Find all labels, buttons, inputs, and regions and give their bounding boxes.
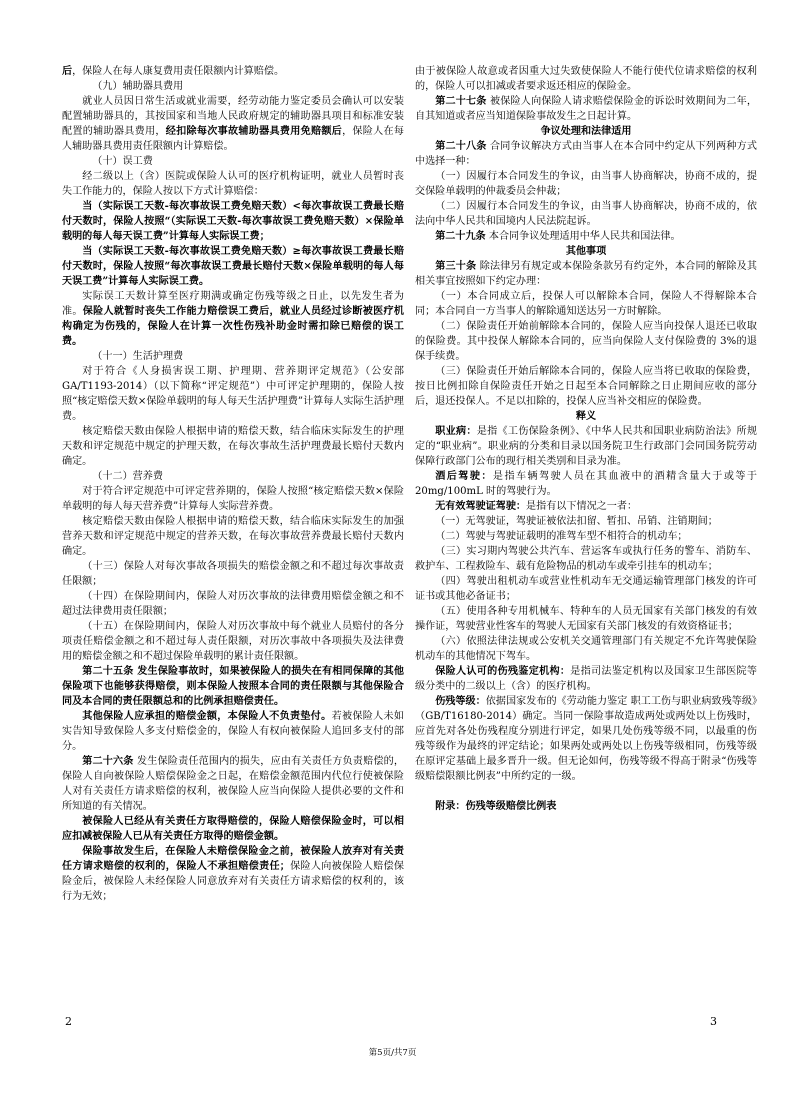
left-paragraph: 第二十五条 发生保险事故时，如果被保险人的损失在有相同保障的其他保险项下也能够获得赔偿，则本保险人按照本合同的责任限额与其他保险合同及本合同的责任限额总和的比例承担赔偿责任。	[62, 666, 404, 707]
right-paragraph: （二）保险责任开始前解除本合同的，保险人应当向投保人退还已收取的保险费。其中投保人解除本合同的，应当向保险人支付保险费的 3%的退保手续费。	[415, 321, 757, 362]
page-number-left: 2	[65, 1015, 72, 1028]
right-paragraph: 保险人认可的伤残鉴定机构：是指司法鉴定机构以及国家卫生部医院等级分类中的二级以上（含）的医疗机构。	[415, 666, 757, 692]
right-paragraph: 无有效驾驶证驾驶：是指有以下情况之一者：	[435, 501, 638, 512]
right-paragraph: （二）因履行本合同发生的争议，由当事人协商解决，协商不成的，依法向中华人民共和国境内人民法院起诉。	[415, 201, 757, 227]
right-paragraph: 由于被保险人故意或者因重大过失致使保险人不能行使代位请求赔偿的权利的，保险人可以扣减或者要求返还相应的保险金。	[415, 66, 757, 92]
left-paragraph: 实际误工天数计算至医疗期满或确定伤残等级之日止，以先发生者为准。保险人就暂时丧失工作能力赔偿误工费后，就业人员经过诊断被医疗机构确定为伤残的，保险人在计算一次性伤残补助金时需扣除已赔偿的误工费。	[62, 291, 405, 347]
right-paragraph: 附录：伤残等级赔偿比例表	[435, 801, 557, 812]
right-paragraph: 酒后驾驶：是指车辆驾驶人员在其血液中的酒精含量大于或等于 20mg/100mL 时的驾驶行为。	[415, 471, 758, 497]
right-paragraph: 释义	[575, 411, 597, 422]
right-paragraph: 第二十七条 被保险人向保险人请求赔偿保险金的诉讼时效期间为二年，自其知道或者应当知道保险事故发生之日起计算。	[415, 96, 757, 122]
left-paragraph: 当（实际误工天数-每次事故误工费免赔天数）<每次事故误工费最长赔付天数时，保险人按照“（实际误工天数-每次事故误工费免赔天数）×保险单载明的每人每天误工费”计算每人实际误工费；	[62, 201, 404, 242]
page-number-right: 3	[710, 1015, 717, 1028]
right-paragraph: （五）使用各种专用机械车、特种车的人员无国家有关部门核发的有效操作证，驾驶营业性客车的驾驶人无国家有关部门核发的有效资格证书；	[415, 606, 757, 632]
left-paragraph: 当（实际误工天数-每次事故误工费免赔天数）≥每次事故误工费最长赔付天数时，保险人按照“每次事故误工费最长赔付天数×保险单载明的每人每天误工费”计算每人实际误工费。	[62, 246, 404, 287]
left-paragraph: （十四）在保险期间内，保险人对历次事故的法律费用赔偿金额之和不超过法律费用责任限额；	[62, 591, 404, 617]
right-paragraph: （一）因履行本合同发生的争议，由当事人协商解决，协商不成的，提交保险单载明的仲裁委员会仲裁；	[415, 171, 757, 197]
right-paragraph: 伤残等级：依据国家发布的《劳动能力鉴定 职工工伤与职业病致残等级》（GB/T16180-2014）确定。当同一保险事故造成两处或两处以上伤残时，应首先对各处伤残程度分别进行评定，如果几处伤残等级不同，以最重的伤残等级作为最终的评定结论；如果两处或两处以上伤残等级相同，伤残等级在原评定基础上最多晋升一级。但无论如何，伤残等级不得高于附录“伤残等级赔偿限额比例表”中所约定的一级。	[415, 696, 757, 782]
left-paragraph: （十五）在保险期间内，保险人对历次事故中每个就业人员赔付的各分项责任赔偿金额之和不超过每人责任限额，对历次事故中各项损失及法律费用的赔偿金额之和不超过保险单载明的累计责任限额。	[62, 621, 404, 662]
left-column	[62, 64, 404, 904]
right-paragraph: 争议处理和法律适用	[540, 126, 632, 137]
right-paragraph: （二）驾驶与驾驶证载明的准驾车型不相符合的机动车；	[435, 531, 688, 542]
right-column	[415, 64, 757, 814]
left-paragraph: （九）辅助器具费用	[92, 81, 184, 92]
left-paragraph: 对于符合评定规范中可评定营养期的，保险人按照“核定赔偿天数×保险单载明的每人每天营养费”计算每人实际营养费。	[62, 486, 404, 512]
right-paragraph: （六）依照法律法规或公安机关交通管理部门有关规定不允许驾驶保险机动车的其他情况下驾车。	[415, 636, 757, 662]
right-paragraph: （一）无驾驶证，驾驶证被依法扣留、暂扣、吊销、注销期间；	[435, 516, 718, 527]
right-paragraph: 职业病：是指《工伤保险条例》、《中华人民共和国职业病防治法》所规定的“职业病”。职业病的分类和目录以国务院卫生行政部门会同国务院劳动保障行政部门公布的现行相关类别和目录为准。	[415, 426, 757, 467]
right-paragraph: 其他事项	[565, 246, 607, 257]
left-paragraph: 其他保险人应承担的赔偿金额，本保险人不负责垫付。若被保险人未如实告知导致保险人多支付赔偿金的，保险人有权向被保险人追回多支付的部分。	[62, 711, 404, 752]
right-paragraph: （三）实习期内驾驶公共汽车、营运客车或执行任务的警车、消防车、救护车、工程救险车、载有危险物品的机动车或牵引挂车的机动车；	[415, 546, 757, 572]
left-paragraph: 保险事故发生后，在保险人未赔偿保险金之前，被保险人放弃对有关责任方请求赔偿的权利的，保险人不承担赔偿责任；保险人向被保险人赔偿保险金后，被保险人未经保险人同意放弃对有关责任方请求赔偿的权利的，该行为无效；	[62, 846, 404, 902]
right-paragraph: 第二十八条 合同争议解决方式由当事人在本合同中约定从下列两种方式中选择一种：	[415, 141, 757, 167]
left-paragraph: （十三）保险人对每次事故各项损失的赔偿金额之和不超过每次事故责任限额；	[62, 561, 404, 587]
right-paragraph: （三）保险责任开始后解除本合同的，保险人应当将已收取的保险费，按日比例扣除自保险责任开始之日起至本合同解除之日止期间应收的部分后，退还投保人。不足以扣除的，投保人应当补交相应的保险费。	[415, 366, 757, 407]
left-paragraph: 对于符合《人身损害误工期、护理期、营养期评定规范》（公安部GA/T1193-2014）（以下简称“评定规范”）中可评定护理期的，保险人按照“核定赔偿天数×保险单载明的每人每天生活护理费”计算每人实际生活护理费。	[62, 366, 404, 422]
left-paragraph: 后，保险人在每人康复费用责任限额内计算赔偿。	[62, 66, 285, 77]
left-paragraph: 就业人员因日常生活或就业需要，经劳动能力鉴定委员会确认可以安装配置辅助器具的，其按国家和当地人民政府规定的辅助器具项目和标准安装配置的辅助器具费用，经扣除每次事故辅助器具费用免赔额后，保险人在每人辅助器具费用责任限额内计算赔偿。	[62, 96, 405, 152]
left-paragraph: 第二十六条 发生保险责任范围内的损失，应由有关责任方负责赔偿的，保险人自向被保险人赔偿保险金之日起，在赔偿金额范围内代位行使被保险人对有关责任方请求赔偿的权利，被保险人应当向保险人提供必要的文件和所知道的有关情况。	[62, 756, 404, 812]
page-footer: 第5页/共7页	[368, 1048, 417, 1058]
left-paragraph: 经二级以上（含）医院或保险人认可的医疗机构证明，就业人员暂时丧失工作能力的，保险人按以下方式计算赔偿：	[62, 171, 404, 197]
right-paragraph: 第三十条 除法律另有规定或本保险条款另有约定外，本合同的解除及其相关事宜按照如下约定办理：	[415, 261, 757, 287]
left-paragraph: 被保险人已经从有关责任方取得赔偿的，保险人赔偿保险金时，可以相应扣减被保险人已从有关责任方取得的赔偿金额。	[62, 816, 404, 842]
left-paragraph: 核定赔偿天数由保险人根据申请的赔偿天数，结合临床实际发生的护理天数和评定规范中规定的护理天数，在每次事故生活护理费最长赔付天数内确定。	[62, 426, 404, 467]
right-paragraph: （四）驾驶出租机动车或营业性机动车无交通运输管理部门核发的许可证书或其他必备证书；	[415, 576, 757, 602]
right-paragraph: （一）本合同成立后，投保人可以解除本合同，保险人不得解除本合同；本合同自一方当事人的解除通知送达另一方时解除。	[415, 291, 757, 317]
left-paragraph: （十一）生活护理费	[92, 351, 184, 362]
left-paragraph: 核定赔偿天数由保险人根据申请的赔偿天数，结合临床实际发生的加强营养天数和评定规范中规定的营养天数，在每次事故营养费最长赔付天数内确定。	[62, 516, 404, 557]
left-paragraph: （十二）营养费	[92, 471, 163, 482]
left-paragraph: （十）误工费	[92, 156, 153, 167]
right-paragraph: 第二十九条 本合同争议处理适用中华人民共和国法律。	[435, 231, 681, 242]
